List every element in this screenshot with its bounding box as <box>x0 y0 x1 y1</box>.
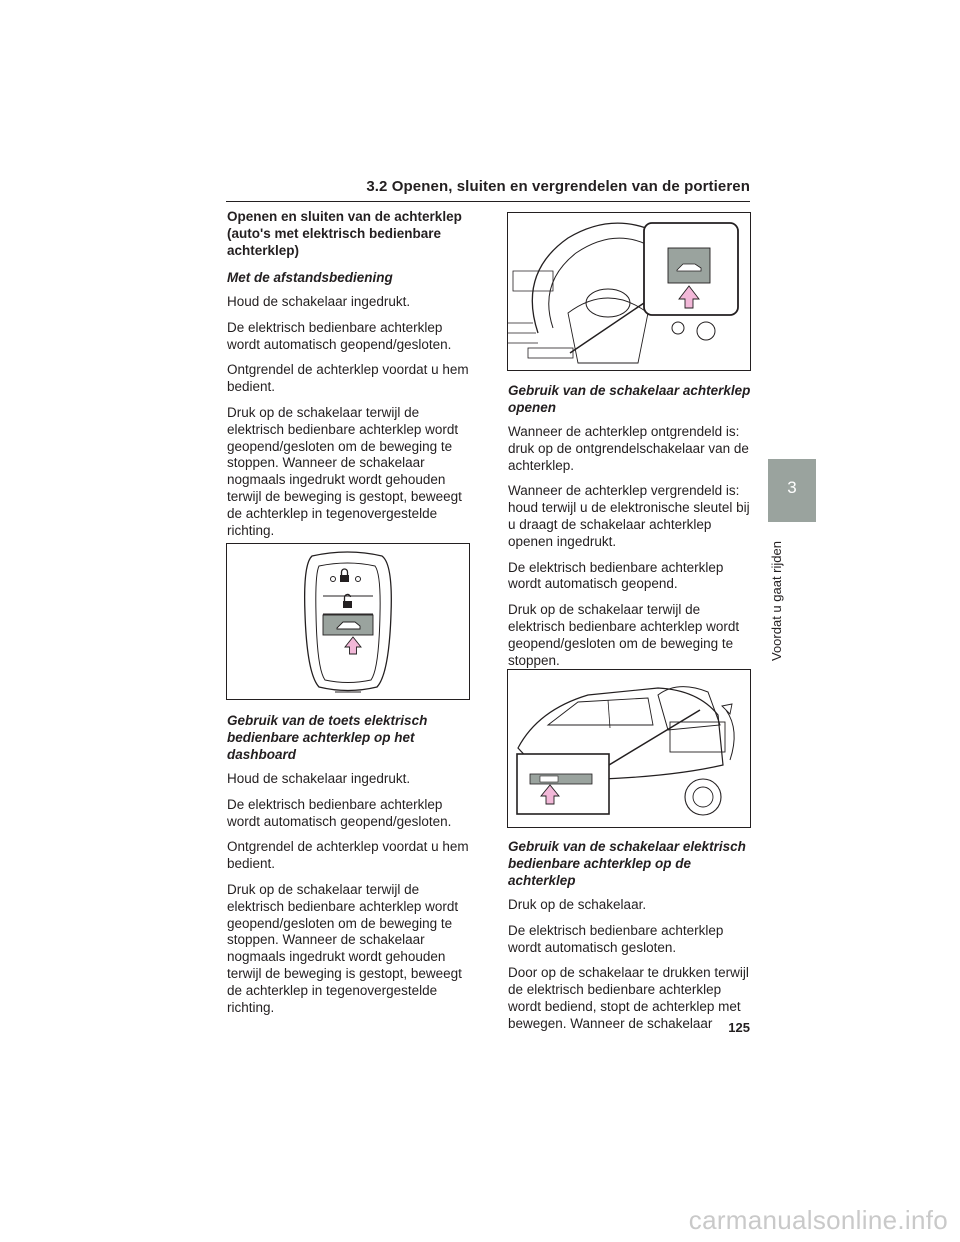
figure-dashboard-switch <box>507 212 751 371</box>
subheading-remote: Met de afstandsbediening <box>227 270 393 285</box>
right-column <box>508 382 754 678</box>
paragraph: Druk op de schakelaar. <box>508 897 647 912</box>
paragraph: De elektrisch bedienbare achterklep wordt automatisch geopend/gesloten. <box>227 319 452 352</box>
paragraph: Wanneer de achterklep ontgrendeld is: druk op de ontgrendelschakelaar van de achterklep. <box>508 424 749 473</box>
subheading-tailgate-switch: Gebruik van de schakelaar elektrisch bedienbare achterklep op de achterklep <box>508 839 746 888</box>
running-header <box>226 178 750 202</box>
chapter-number: 3 <box>787 478 797 497</box>
paragraph: Ontgrendel de achterklep voordat u hem bedient. <box>227 362 469 395</box>
chapter-title: Voordat u gaat rijden <box>769 541 784 661</box>
paragraph: Houd de schakelaar ingedrukt. <box>227 771 411 786</box>
tailgate-switch-illustration <box>508 670 750 827</box>
arrow-up-icon <box>345 637 361 654</box>
key-fob-illustration <box>227 544 469 699</box>
section-title: 3.2 Openen, sluiten en vergrendelen van de portieren <box>366 178 750 195</box>
paragraph: Druk op de schakelaar terwijl de elektrisch bedienbare achterklep wordt geopend/gesloten om de beweging te stoppen. Wanneer de schakelaar nogmaals ingedrukt wordt gehouden terwijl de beweging is gestopt, beweegt de achterklep in tegenovergestelde richting. <box>227 881 462 1015</box>
page-number: 125 <box>728 1020 750 1035</box>
paragraph: Ontgrendel de achterklep voordat u hem bedient. <box>227 839 469 872</box>
subheading-dashboard: Gebruik van de toets elektrisch bedienbare achterklep op het dashboard <box>227 713 428 762</box>
paragraph: De elektrisch bedienbare achterklep wordt automatisch geopend/gesloten. <box>227 796 452 829</box>
paragraph: Door op de schakelaar te drukken terwijl de elektrisch bedienbare achterklep wordt bediend, stopt de achterklep met bewegen. Wanneer de schakelaar <box>508 965 749 1031</box>
left-column <box>227 208 473 548</box>
subheading-open-switch: Gebruik van de schakelaar achterklep openen <box>508 383 751 415</box>
paragraph: Houd de schakelaar ingedrukt. <box>227 294 411 309</box>
paragraph: Druk op de schakelaar terwijl de elektrisch bedienbare achterklep wordt geopend/gesloten om de beweging te stoppen. Wanneer de schakelaar nogmaals ingedrukt wordt gehouden terwijl de beweging is gestopt, beweegt de achterklep in tegenovergestelde richting. <box>227 404 462 538</box>
paragraph: Wanneer de achterklep vergrendeld is: houd terwijl u de elektronische sleutel bij u draagt de schakelaar achterklep openen ingedrukt. <box>508 483 750 549</box>
paragraph: Druk op de schakelaar terwijl de elektrisch bedienbare achterklep wordt geopend/gesloten om de beweging te stoppen. <box>508 602 740 668</box>
left-column-lower <box>227 712 473 1025</box>
watermark: carmanualsonline.info <box>688 1205 948 1235</box>
section-heading: Openen en sluiten van de achterklep (auto's met elektrisch bedienbare achterklep) <box>227 209 462 258</box>
dashboard-switch-illustration <box>508 213 750 370</box>
figure-key-fob <box>226 543 470 700</box>
figure-tailgate-switch <box>507 669 751 828</box>
paragraph: De elektrisch bedienbare achterklep wordt automatisch geopend. <box>508 559 724 592</box>
right-column-lower <box>508 838 754 1042</box>
paragraph: De elektrisch bedienbare achterklep wordt automatisch gesloten. <box>508 922 724 955</box>
chapter-title-wrap <box>765 525 789 665</box>
header-rule <box>226 201 750 203</box>
